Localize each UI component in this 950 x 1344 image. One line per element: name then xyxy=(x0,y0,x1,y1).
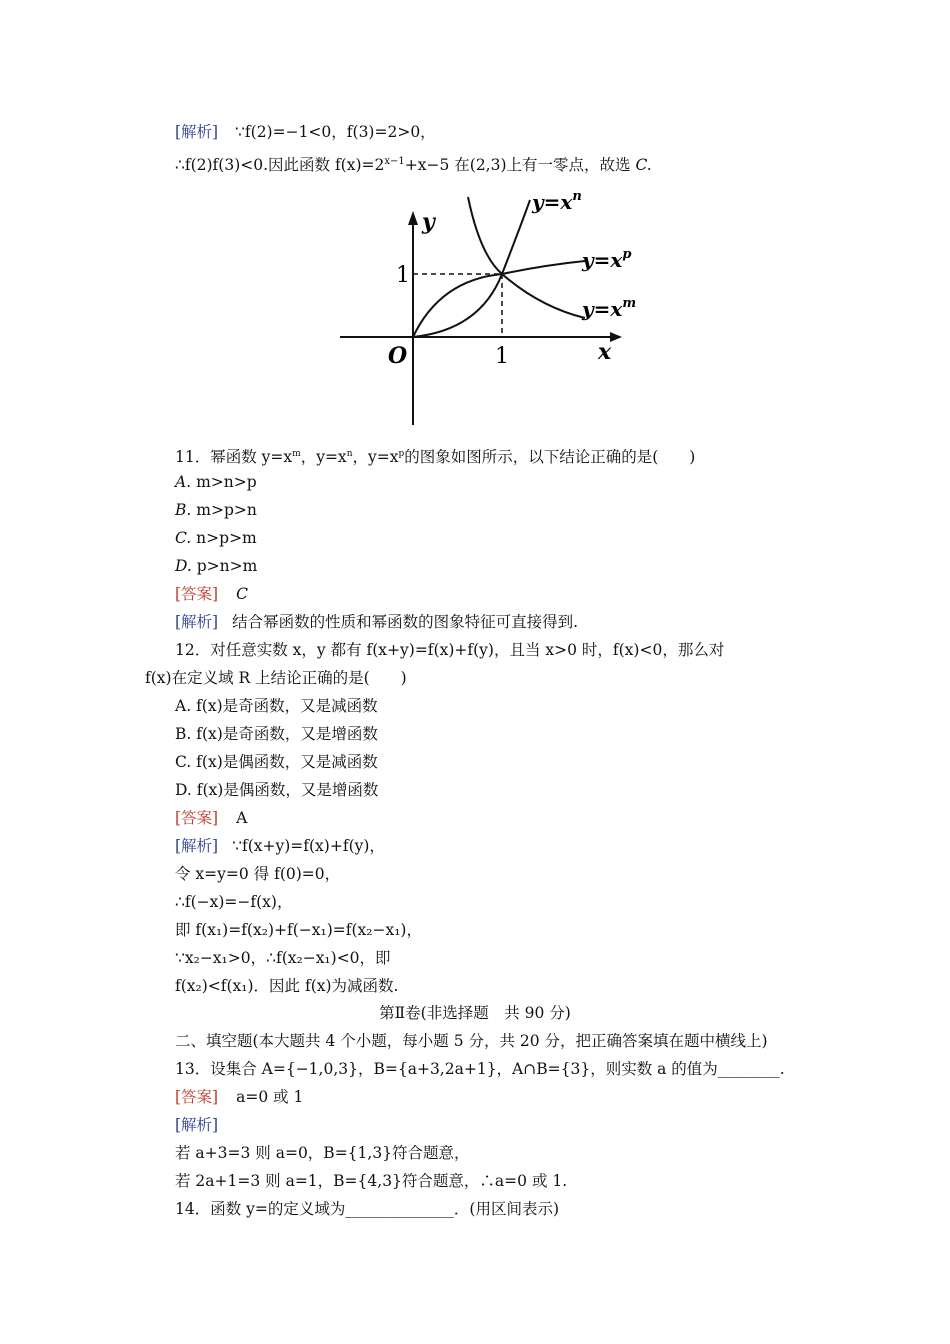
q11-option-b: B. m>p>n xyxy=(175,501,257,519)
q10-analysis-line2 xyxy=(175,152,652,175)
q12-analysis-line2: 令 x=y=0 得 f(0)=0， xyxy=(175,865,341,883)
q10-analysis-line1 xyxy=(175,122,436,142)
q11-option-a: A. m>n>p xyxy=(175,473,257,491)
analysis-text: ∵f(2)=−1<0，f(3)=2>0， xyxy=(235,123,436,141)
origin-label: O xyxy=(388,343,408,369)
curve-n-label: $y=x^n$ xyxy=(532,189,582,214)
q12-analysis-line4: 即 f(x₁)=f(x₂)+f(−x₁)=f(x₂−x₁)， xyxy=(175,921,422,939)
x-axis-arrow xyxy=(610,332,622,342)
x-tick-label: 1 xyxy=(495,344,509,369)
analysis-tag: [解析] xyxy=(175,123,219,141)
q14-stem: 14．函数 y=的定义域为______________．(用区间表示) xyxy=(175,1200,559,1218)
q11-answer: [答案] C xyxy=(175,585,248,603)
analysis-text-post: +x−5 在(2,3)上有一零点，故选 xyxy=(404,156,631,175)
y-axis-label: y xyxy=(422,209,435,235)
section-intro: 二、填空题(本大题共 4 个小题，每小题 5 分，共 20 分，把正确答案填在题中横线上) xyxy=(175,1032,768,1050)
curve-p-label: $y=x^p$ xyxy=(582,247,632,272)
curve-m xyxy=(468,197,585,318)
curve-m-label: $y=x^m$ xyxy=(582,296,637,321)
q11-option-d: D. p>n>m xyxy=(175,557,258,575)
q12-option-b: B. f(x)是奇函数，又是增函数 xyxy=(175,725,378,743)
analysis-text-pre: ∴f(2)f(3)<0.因此函数 f(x)=2 xyxy=(175,156,385,175)
y-tick-label: 1 xyxy=(396,263,410,288)
q11-option-c: C. n>p>m xyxy=(175,529,257,547)
q12-stem-line2: f(x)在定义域 R 上结论正确的是( ) xyxy=(145,669,407,687)
q13-analysis-line1: 若 a+3=3 则 a=0，B={1,3}符合题意， xyxy=(175,1144,470,1162)
x-axis-label: x xyxy=(598,339,612,365)
q13-analysis-tag: [解析] xyxy=(175,1116,219,1134)
q12-analysis-line6: f(x₂)<f(x₁)．因此 f(x)为减函数. xyxy=(175,977,399,995)
q13-stem: 13．设集合 A={−1,0,3}，B={a+3,2a+1}，A∩B={3}，则实数 a 的值为________. xyxy=(175,1060,785,1078)
exponent: x−1 xyxy=(384,156,405,167)
q12-analysis-line3: ∴f(−x)=−f(x)， xyxy=(175,893,293,911)
q12-analysis-line5: ∵x₂−x₁>0，∴f(x₂−x₁)<0，即 xyxy=(175,949,391,967)
q12-option-a: A. f(x)是奇函数，又是减函数 xyxy=(175,697,378,715)
section-title: 第Ⅱ卷(非选择题 共 90 分) xyxy=(379,1004,571,1022)
q13-analysis-line2: 若 2a+1=3 则 a=1，B={4,3}符合题意，∴a=0 或 1. xyxy=(175,1172,568,1190)
q12-stem-line1: 12．对任意实数 x，y 都有 f(x+y)=f(x)+f(y)，且当 x>0 时，f(x)<0，那么对 xyxy=(175,641,725,659)
q12-option-c: C. f(x)是偶函数，又是减函数 xyxy=(175,753,378,771)
q12-option-d: D. f(x)是偶函数，又是增函数 xyxy=(175,781,379,799)
power-function-figure xyxy=(330,185,640,430)
q11-stem: 11．幂函数 $y=x^m$，$y=x^n$，$y=x^p$的图象如图所示，以下结论正确的是( ) xyxy=(175,448,696,467)
q11-analysis: [解析] 结合幂函数的性质和幂函数的图象特征可直接得到. xyxy=(175,613,579,631)
q13-answer: [答案] a=0 或 1 xyxy=(175,1088,304,1106)
y-axis-arrow xyxy=(408,211,418,225)
q12-answer: [答案] A xyxy=(175,809,248,827)
answer-choice: C. xyxy=(635,156,652,175)
q12-analysis-line1: [解析] ∵f(x+y)=f(x)+f(y)， xyxy=(175,837,385,855)
